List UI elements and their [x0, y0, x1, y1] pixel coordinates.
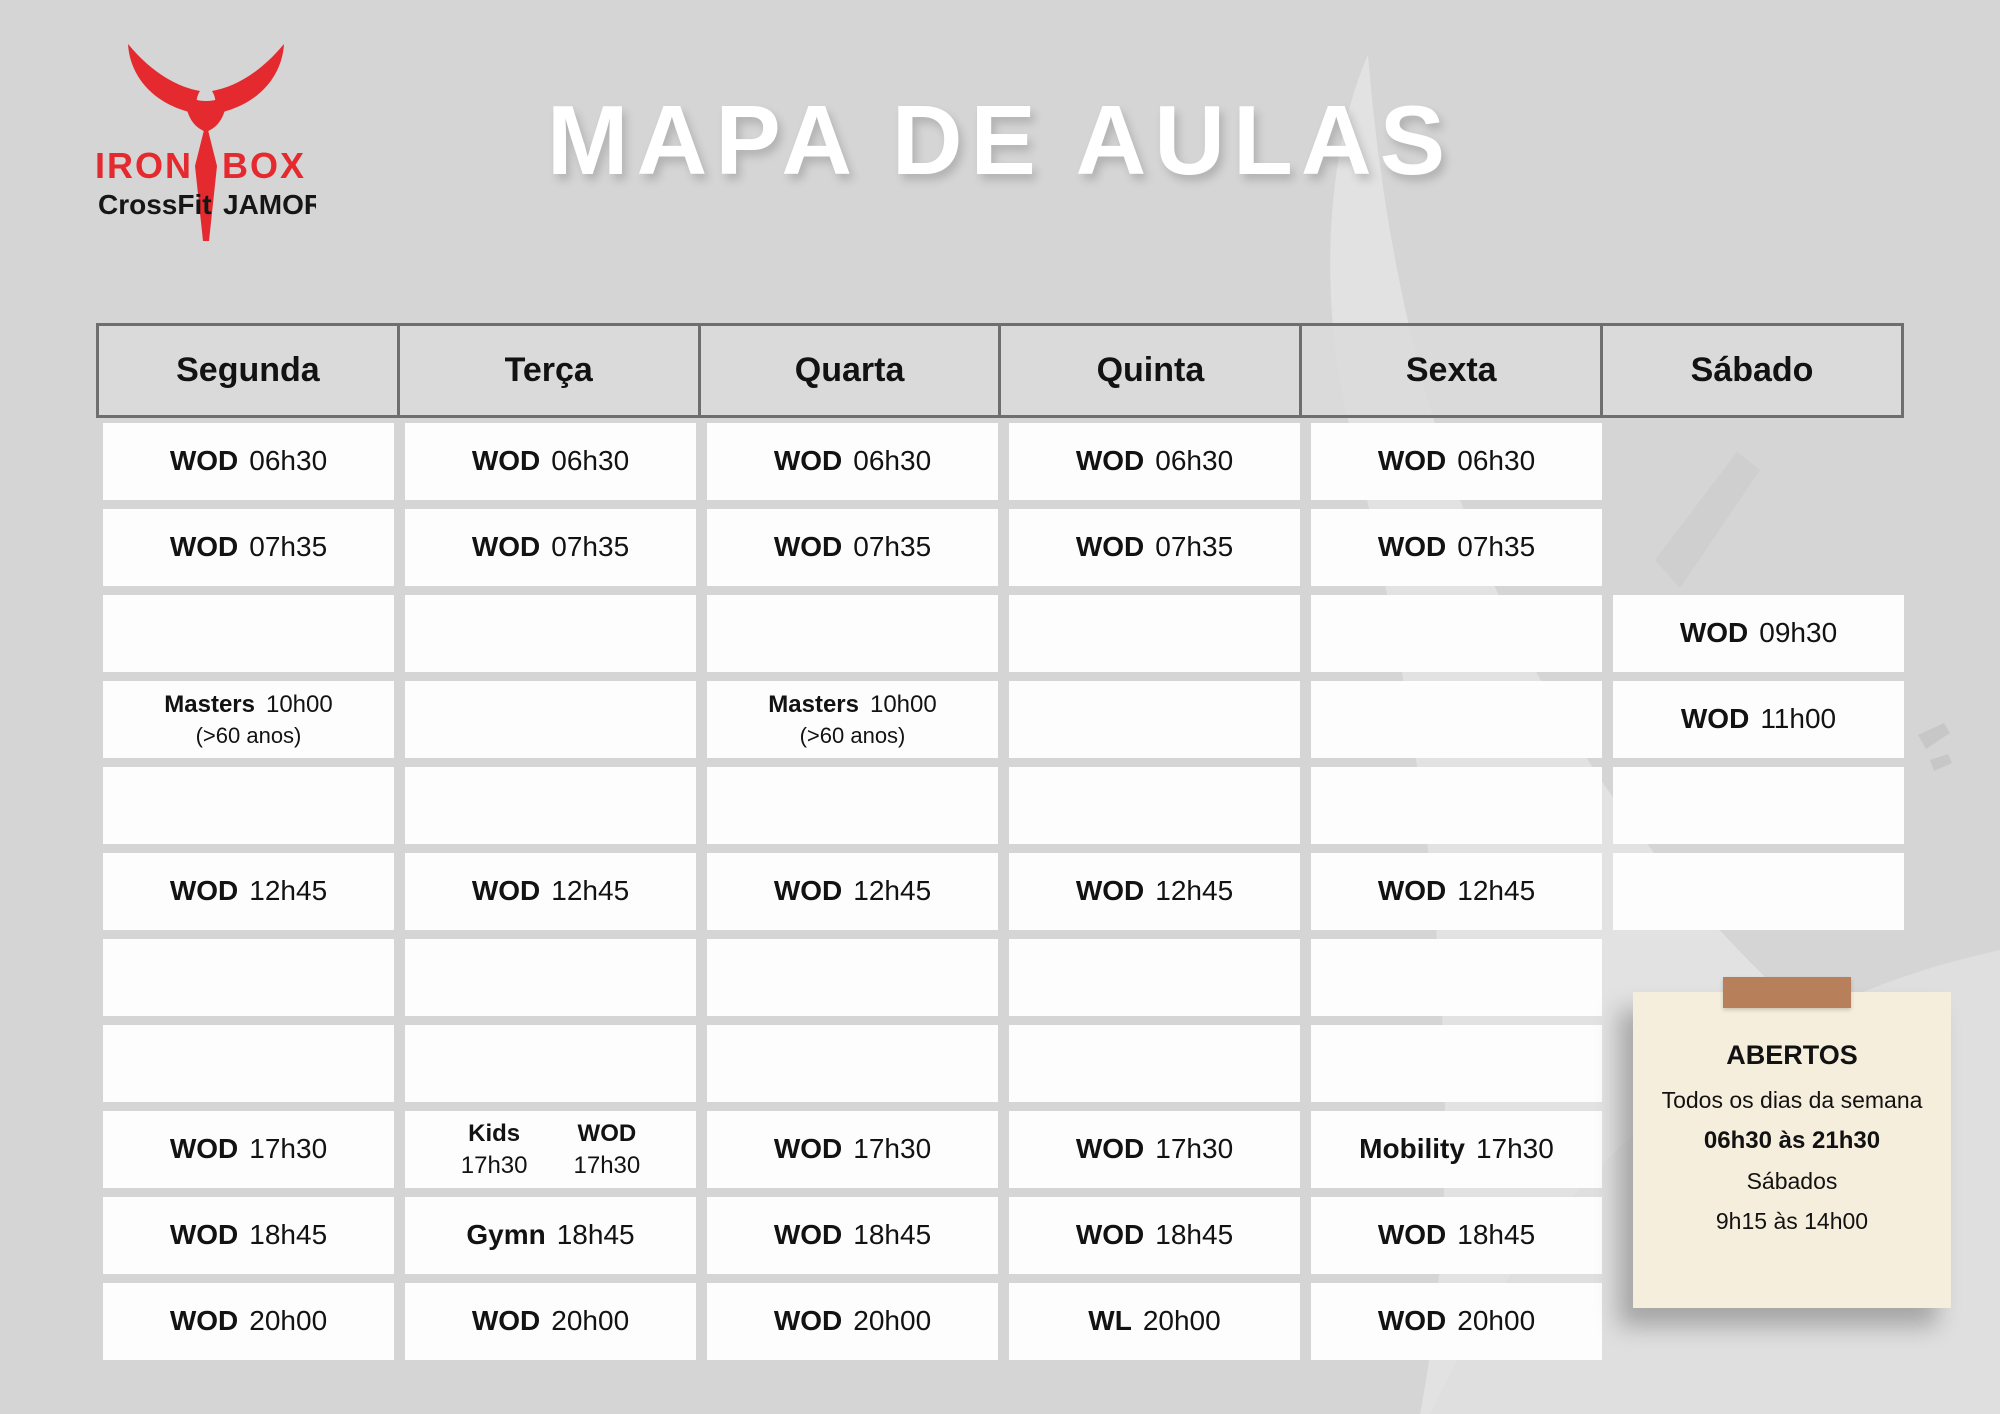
- schedule-cell: [707, 423, 998, 500]
- class-time-label: 17h30: [573, 1151, 641, 1179]
- schedule-cell: [1009, 1283, 1300, 1360]
- class-entry: [472, 445, 629, 477]
- class-entry: [1378, 531, 1535, 563]
- schedule-cell-empty: [1009, 939, 1300, 1016]
- class-entry: [466, 1219, 634, 1251]
- class-entry: [170, 1219, 327, 1251]
- class-time-label: 07h35: [853, 531, 932, 563]
- class-name-label: WOD: [577, 1120, 637, 1148]
- class-entry: [1681, 703, 1836, 735]
- schedule-cell: [405, 423, 696, 500]
- schedule-cell-empty: [103, 1025, 394, 1102]
- class-entry: [472, 875, 629, 907]
- schedule-cell-empty: [1311, 1025, 1602, 1102]
- class-entry: [774, 875, 931, 907]
- class-name-label: WOD: [1377, 531, 1447, 563]
- class-name-label: WOD: [1679, 617, 1749, 649]
- schedule-cell-empty: [707, 595, 998, 672]
- class-entry: [472, 1305, 629, 1337]
- schedule-cell-empty: [1009, 595, 1300, 672]
- schedule-cell: [1613, 681, 1904, 758]
- schedule-cell: [103, 1283, 394, 1360]
- schedule-cell: [1311, 423, 1602, 500]
- class-time-label: 07h35: [1457, 531, 1536, 563]
- class-name-label: WOD: [1075, 1133, 1145, 1165]
- schedule-cell: [707, 1197, 998, 1274]
- class-entry: [1359, 1133, 1554, 1165]
- class-name-label: WOD: [169, 1219, 239, 1251]
- class-time-label: 20h00: [853, 1305, 932, 1337]
- class-name-label: WOD: [1377, 445, 1447, 477]
- schedule-cell-empty: [1311, 767, 1602, 844]
- class-entry: [472, 531, 629, 563]
- day-header-4: Quinta: [998, 323, 1302, 418]
- class-entry: [1378, 445, 1535, 477]
- class-time-label: 12h45: [551, 875, 630, 907]
- schedule-cell: [1311, 1111, 1602, 1188]
- class-name-label: WOD: [1377, 1305, 1447, 1337]
- class-time-label: 12h45: [1155, 875, 1234, 907]
- class-entry: [768, 691, 936, 719]
- class-entry: [774, 1305, 931, 1337]
- schedule-cell: [1311, 509, 1602, 586]
- schedule-cell: [103, 853, 394, 930]
- schedule-cell-empty: [1009, 681, 1300, 758]
- class-time-label: 07h35: [551, 531, 630, 563]
- class-name-label: WOD: [1075, 445, 1145, 477]
- class-name-label: WOD: [773, 531, 843, 563]
- class-entry: [1378, 1305, 1535, 1337]
- class-name-label: Gymn: [466, 1219, 546, 1251]
- schedule-cell: [1009, 423, 1300, 500]
- class-time-label: 17h30: [249, 1133, 328, 1165]
- schedule-cell: [103, 423, 394, 500]
- note-tape: [1723, 977, 1851, 1008]
- schedule-cell-empty: [707, 1025, 998, 1102]
- schedule-cell-empty: [405, 681, 696, 758]
- schedule-cell: [707, 853, 998, 930]
- schedule-cell-empty: [1009, 1025, 1300, 1102]
- class-name-label: Masters: [164, 691, 255, 719]
- class-time-label: 07h35: [249, 531, 328, 563]
- class-entry: [774, 1219, 931, 1251]
- class-name-label: WOD: [1075, 531, 1145, 563]
- schedule-cell: [103, 681, 394, 758]
- class-entry: [170, 875, 327, 907]
- class-time-label: 17h30: [853, 1133, 932, 1165]
- class-subtitle: (>60 anos): [195, 722, 302, 748]
- class-name-label: Mobility: [1359, 1133, 1465, 1165]
- class-time-label: 18h45: [1457, 1219, 1536, 1251]
- class-entry: [1088, 1305, 1220, 1337]
- split-entry: [461, 1118, 528, 1180]
- class-time-label: 20h00: [249, 1305, 328, 1337]
- logo-word-crossfit: CrossFit: [98, 189, 212, 220]
- class-entry: [1680, 617, 1837, 649]
- split-entry: [574, 1118, 641, 1180]
- schedule-cell-empty: [103, 939, 394, 1016]
- schedule-cell-empty: [1613, 853, 1904, 930]
- class-name-label: WOD: [773, 875, 843, 907]
- class-entry: [170, 1133, 327, 1165]
- class-name-label: WOD: [471, 1305, 541, 1337]
- page-title: MAPA DE AULAS: [546, 85, 1454, 195]
- class-time-label: 06h30: [853, 445, 932, 477]
- schedule-cell-empty: [1311, 595, 1602, 672]
- schedule-cell-empty: [405, 1025, 696, 1102]
- class-entry: [774, 531, 931, 563]
- schedule-cell: [1009, 853, 1300, 930]
- class-name-label: WOD: [471, 445, 541, 477]
- schedule-cell-empty: [1311, 939, 1602, 1016]
- schedule-cell-split: [405, 1111, 696, 1188]
- schedule-cell: [1009, 1111, 1300, 1188]
- class-time-label: 10h00: [265, 691, 333, 719]
- schedule-cell: [103, 509, 394, 586]
- schedule-cell-empty: [405, 595, 696, 672]
- class-entry: [1076, 1133, 1233, 1165]
- class-time-label: 18h45: [1155, 1219, 1234, 1251]
- class-name-label: WOD: [773, 1305, 843, 1337]
- class-time-label: 06h30: [1457, 445, 1536, 477]
- class-time-label: 10h00: [869, 691, 937, 719]
- schedule-cell: [1009, 509, 1300, 586]
- schedule-header: [96, 323, 1904, 418]
- day-header-1: Segunda: [96, 323, 400, 418]
- class-entry: [1378, 875, 1535, 907]
- schedule-cell: [707, 509, 998, 586]
- day-header-3: Quarta: [698, 323, 1002, 418]
- schedule-cell: [103, 1197, 394, 1274]
- class-entry: [1076, 531, 1233, 563]
- day-header-5: Sexta: [1299, 323, 1603, 418]
- logo-word-jamor: JAMOR: [223, 189, 316, 220]
- class-time-label: 17h30: [1475, 1133, 1554, 1165]
- schedule-cell: [405, 1197, 696, 1274]
- note-line-4: 9h15 às 14h00: [1715, 1207, 1869, 1234]
- class-name-label: WOD: [773, 445, 843, 477]
- class-time-label: 17h30: [1155, 1133, 1234, 1165]
- class-entry: [1076, 875, 1233, 907]
- class-time-label: 11h00: [1760, 703, 1837, 735]
- class-name-label: WOD: [773, 1219, 843, 1251]
- class-name-label: WOD: [169, 875, 239, 907]
- class-name-label: WOD: [169, 531, 239, 563]
- schedule-cell: [1311, 853, 1602, 930]
- class-time-label: 06h30: [551, 445, 630, 477]
- logo-word-box: BOX: [222, 145, 307, 186]
- schedule-cell-empty: [103, 595, 394, 672]
- class-time-label: 06h30: [1155, 445, 1234, 477]
- note-line-1: Todos os dias da semana: [1661, 1086, 1923, 1113]
- class-name-label: WOD: [169, 1133, 239, 1165]
- class-name-label: WOD: [1075, 1219, 1145, 1251]
- logo-word-iron: IRON: [96, 145, 193, 186]
- schedule-cell-empty: [707, 767, 998, 844]
- note-line-3: Sábados: [1746, 1167, 1838, 1194]
- class-name-label: WOD: [1377, 1219, 1447, 1251]
- schedule-cell-absent: [1613, 509, 1904, 586]
- schedule-cell-absent: [1613, 423, 1904, 500]
- schedule-cell: [405, 853, 696, 930]
- note-title: ABERTOS: [1726, 1039, 1858, 1070]
- opening-hours-note: [1633, 992, 1951, 1308]
- class-name-label: Kids: [468, 1120, 521, 1148]
- schedule-cell: [1613, 595, 1904, 672]
- class-time-label: 06h30: [249, 445, 328, 477]
- schedule-cell: [405, 509, 696, 586]
- schedule-cell-empty: [1009, 767, 1300, 844]
- class-time-label: 12h45: [853, 875, 932, 907]
- watermark-scribble: [1918, 723, 1952, 771]
- class-name-label: WOD: [1075, 875, 1145, 907]
- day-header-2: Terça: [397, 323, 701, 418]
- class-entry: [164, 691, 332, 719]
- class-time-label: 20h00: [1457, 1305, 1536, 1337]
- class-name-label: WL: [1088, 1305, 1132, 1337]
- class-name-label: WOD: [471, 531, 541, 563]
- schedule-cell: [707, 1111, 998, 1188]
- schedule-cell-empty: [1613, 767, 1904, 844]
- class-time-label: 18h45: [249, 1219, 328, 1251]
- schedule-cell-empty: [1311, 681, 1602, 758]
- class-time-label: 18h45: [853, 1219, 932, 1251]
- class-name-label: WOD: [471, 875, 541, 907]
- schedule-cell: [1311, 1197, 1602, 1274]
- schedule-cell-empty: [707, 939, 998, 1016]
- class-name-label: WOD: [169, 445, 239, 477]
- schedule-cell-empty: [405, 939, 696, 1016]
- class-entry: [774, 1133, 931, 1165]
- class-entry: [1378, 1219, 1535, 1251]
- class-subtitle: (>60 anos): [799, 722, 906, 748]
- schedule-cell: [103, 1111, 394, 1188]
- schedule-cell: [1009, 1197, 1300, 1274]
- class-entry: [170, 445, 327, 477]
- class-entry: [774, 445, 931, 477]
- class-time-label: 09h30: [1759, 617, 1838, 649]
- class-time-label: 12h45: [249, 875, 328, 907]
- schedule-cell: [707, 681, 998, 758]
- class-time-label: 12h45: [1457, 875, 1536, 907]
- schedule-cell: [707, 1283, 998, 1360]
- schedule-cell: [405, 1283, 696, 1360]
- day-header-6: Sábado: [1600, 323, 1904, 418]
- class-entry: [170, 531, 327, 563]
- note-line-2: 06h30 às 21h30: [1703, 1126, 1881, 1154]
- schedule-cell: [1311, 1283, 1602, 1360]
- class-entry: [1076, 1219, 1233, 1251]
- class-entry: [170, 1305, 327, 1337]
- schedule-cell-empty: [405, 767, 696, 844]
- class-time-label: 20h00: [551, 1305, 630, 1337]
- schedule-cell-empty: [103, 767, 394, 844]
- class-name-label: Masters: [768, 691, 859, 719]
- class-time-label: 18h45: [556, 1219, 635, 1251]
- class-time-label: 07h35: [1155, 531, 1234, 563]
- class-name-label: WOD: [1377, 875, 1447, 907]
- class-entry: [1076, 445, 1233, 477]
- class-time-label: 20h00: [1142, 1305, 1221, 1337]
- class-name-label: WOD: [169, 1305, 239, 1337]
- class-name-label: WOD: [773, 1133, 843, 1165]
- class-time-label: 17h30: [460, 1151, 528, 1179]
- class-name-label: WOD: [1680, 703, 1750, 735]
